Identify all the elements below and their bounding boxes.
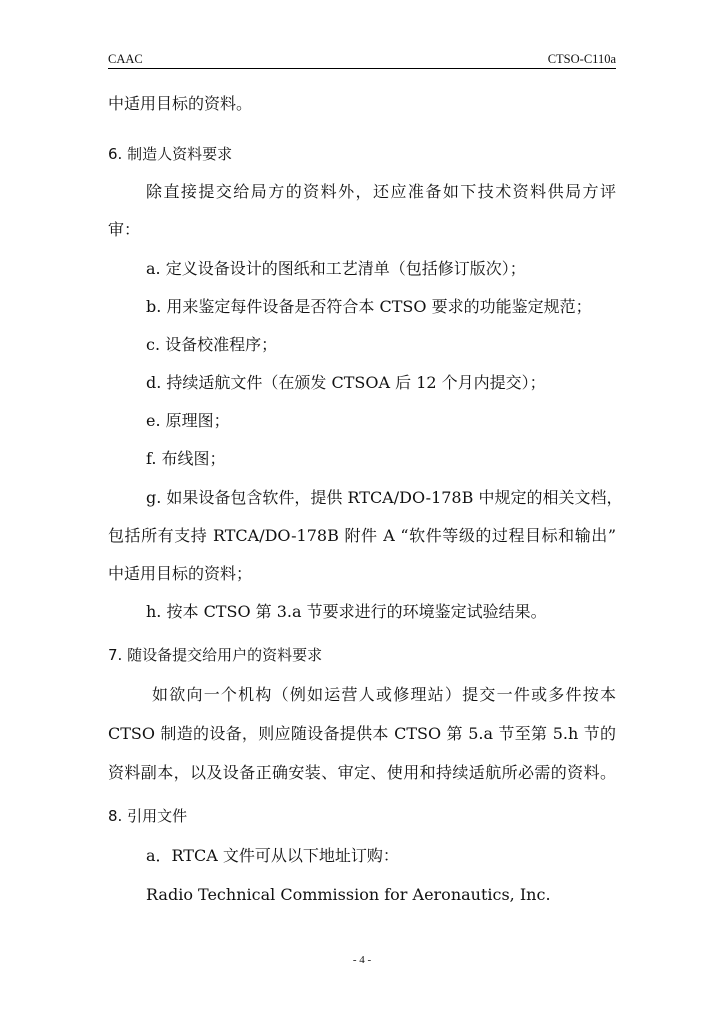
header-doc-id: CTSO-C110a [547, 52, 616, 66]
text-line: 资料副本，以及设备正确安装、审定、使用和持续适航所必需的资料。 [108, 763, 616, 782]
list-item-e: e. 原理图； [146, 411, 230, 430]
list-item-a: a．RTCA 文件可从以下地址订购： [146, 846, 399, 865]
list-item-g: g. 如果设备包含软件，提供 RTCA/DO-178B 中规定的相关文档， [146, 488, 623, 507]
list-item-h: h. 按本 CTSO 第 3.a 节要求进行的环境鉴定试验结果。 [146, 602, 547, 621]
header-rule [108, 68, 616, 69]
text-line: CTSO 制造的设备，则应随设备提供本 CTSO 第 5.a 节至第 5.h 节的 [108, 724, 616, 743]
text-line: 审： [108, 220, 141, 239]
section-heading-7: 7. 随设备提交给用户的资料要求 [108, 646, 323, 664]
text-line: 中适用目标的资料。 [108, 94, 253, 113]
text-line: 如欲向一个机构（例如运营人或修理站）提交一件或多件按本 [152, 685, 616, 704]
text-line: Radio Technical Commission for Aeronautics, Inc. [146, 885, 551, 904]
page-number: - 4 - [352, 954, 372, 966]
section-heading-6: 6. 制造人资料要求 [108, 145, 233, 163]
section-heading-8: 8. 引用文件 [108, 807, 188, 825]
list-item-c: c. 设备校准程序； [146, 335, 278, 354]
list-item-d: d. 持续适航文件（在颁发 CTSOA 后 12 个月内提交）； [146, 373, 546, 392]
page-header [108, 52, 616, 68]
header-org: CAAC [108, 52, 143, 66]
list-item-a: a. 定义设备设计的图纸和工艺清单（包括修订版次）； [146, 259, 526, 278]
text-line: 除直接提交给局方的资料外，还应准备如下技术资料供局方评 [146, 182, 616, 201]
list-item-b: b. 用来鉴定每件设备是否符合本 CTSO 要求的功能鉴定规范； [146, 297, 592, 316]
text-line: 中适用目标的资料； [108, 564, 253, 583]
text-line: 包括所有支持 RTCA/DO-178B 附件 A “软件等级的过程目标和输出” [108, 526, 616, 545]
list-item-f: f. 布线图； [146, 449, 226, 468]
